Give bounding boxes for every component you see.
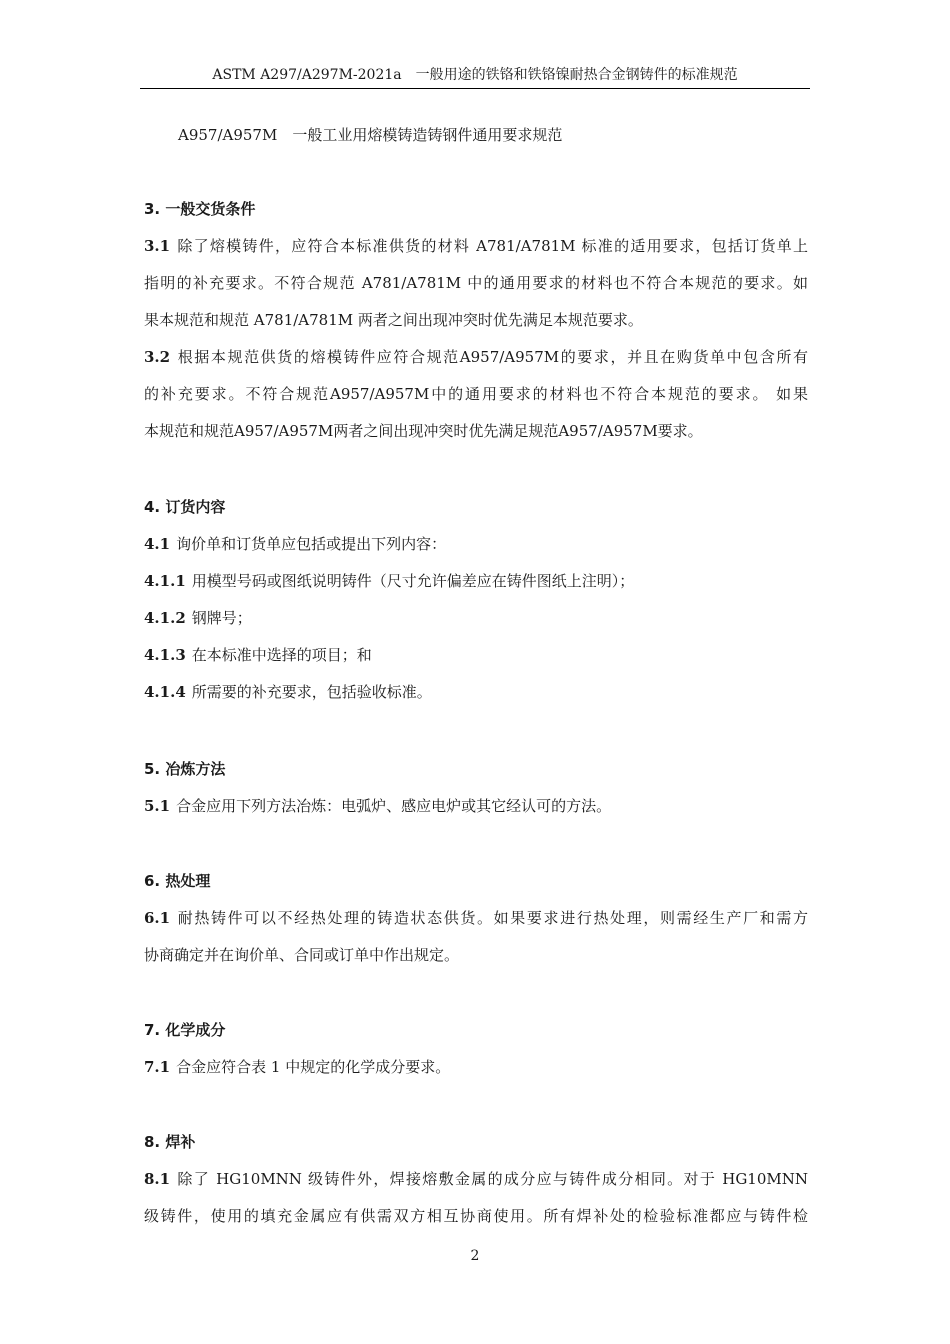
section-5-heading: 5. 冶炼方法 [144,760,226,778]
para-text: 合金应用下列方法冶炼：电弧炉、感应电炉或其它经认可的方法。 [176,797,612,815]
para-8-1-line-2: 级铸件，使用的填充金属应有供需双方相互协商使用。所有焊补处的检验标准都应与铸件检 [144,1207,808,1225]
clause-number: 4.1.4 [144,683,186,701]
para-8-1-line-1 [144,1169,808,1189]
running-header: ASTM A297/A297M-2021a 一般用途的铁铬和铁铬镍耐热合金钢铸件的标准规范 [212,67,738,83]
para-text: 除了熔模铸件，应符合本标准供货的材料 A781/A781M 标准的适用要求，包括订货单上 [176,237,808,255]
header-rule [140,88,810,89]
clause-number: 7.1 [144,1058,171,1076]
clause-number: 4.1.1 [144,572,186,590]
clause-number: 3.1 [144,237,171,255]
item-text: 钢牌号； [191,609,252,627]
section-3-heading: 3. 一般交货条件 [144,200,256,218]
para-6-1-line-1 [144,908,808,928]
item-text: 所需要的补充要求，包括验收标准。 [191,683,432,701]
para-3-1-line-1 [144,236,808,256]
para-3-2-line-3: 本规范和规范A957/A957M两者之间出现冲突时优先满足规范A957/A957M要求。 [144,422,703,440]
item-4-1 [144,534,446,554]
para-6-1-line-2: 协商确定并在询价单、合同或订单中作出规定。 [144,946,460,964]
section-4-heading: 4. 订货内容 [144,498,226,516]
clause-number: 3.2 [144,348,171,366]
clause-number: 4.1.2 [144,609,186,627]
para-text: 除了 HG10MNN 级铸件外，焊接熔敷金属的成分应与铸件成分相同。对于 HG10MNN [176,1170,808,1188]
para-text: 耐热铸件可以不经热处理的铸造状态供货。如果要求进行热处理，则需经生产厂和需方 [176,909,808,927]
clause-number: 5.1 [144,797,171,815]
item-4-1-4 [144,682,432,702]
clause-number: 6.1 [144,909,171,927]
para-3-1-line-3: 果本规范和规范 A781/A781M 两者之间出现冲突时优先满足本规范要求。 [144,311,643,329]
clause-number: 4.1.3 [144,646,186,664]
item-text: 用模型号码或图纸说明铸件（尺寸允许偏差应在铸件图纸上注明）； [191,572,635,590]
item-text: 询价单和订货单应包括或提出下列内容： [176,535,447,553]
item-4-1-3 [144,645,372,665]
para-3-2-line-1 [144,347,808,367]
page-number: 2 [470,1248,480,1264]
reference-code: A957/A957M [178,126,278,144]
para-3-2-line-2: 的补充要求。不符合规范A957/A957M中的通用要求的材料也不符合本规范的要求。 如果 [144,385,808,403]
para-7-1 [144,1057,450,1077]
item-4-1-2 [144,608,252,628]
item-text: 在本标准中选择的项目；和 [191,646,372,664]
reference-title: 一般工业用熔模铸造铸钢件通用要求规范 [292,126,563,144]
item-4-1-1 [144,571,634,591]
para-3-1-line-2: 指明的补充要求。不符合规范 A781/A781M 中的通用要求的材料也不符合本规范的要求。如 [144,274,808,292]
clause-number: 4.1 [144,535,171,553]
clause-number: 8.1 [144,1170,171,1188]
para-text: 合金应符合表 1 中规定的化学成分要求。 [176,1058,451,1076]
reference-entry [178,125,562,145]
para-text: 根据本规范供货的熔模铸件应符合规范A957/A957M的要求，并且在购货单中包含所有 [176,348,808,366]
para-5-1 [144,796,611,816]
section-6-heading: 6. 热处理 [144,872,211,890]
section-7-heading: 7. 化学成分 [144,1021,226,1039]
section-8-heading: 8. 焊补 [144,1133,196,1151]
